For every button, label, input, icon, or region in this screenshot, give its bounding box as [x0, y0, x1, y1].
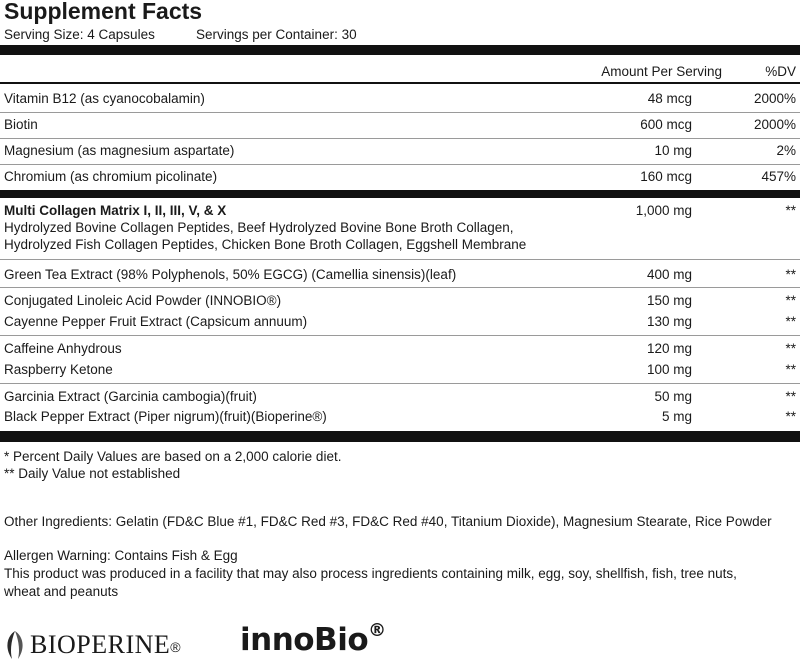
- top-thick-rule: [0, 45, 800, 55]
- ingredient-dv: **: [785, 293, 796, 308]
- nutrient-dv: 2000%: [753, 117, 796, 132]
- header-dv: %DV: [765, 64, 796, 79]
- ingredient-name: Raspberry Ketone: [4, 362, 113, 377]
- ingredient-name: Green Tea Extract (98% Polyphenols, 50% EGCG) (Camellia sinensis)(leaf): [4, 267, 457, 282]
- innobio-wordmark: innoBio: [240, 622, 369, 658]
- row-divider: [0, 287, 800, 288]
- ingredient-dv: **: [785, 389, 796, 404]
- blend-description-line-2: Hydrolyzed Fish Collagen Peptides, Chicken Bone Broth Collagen, Eggshell Membrane: [4, 237, 527, 252]
- ingredient-amount: 400 mg: [646, 267, 692, 282]
- table-row: [0, 361, 800, 379]
- serving-size: Serving Size: 4 Capsules: [4, 27, 155, 42]
- table-row: [0, 388, 800, 406]
- ingredient-amount: 150 mg: [646, 293, 692, 308]
- nutrient-dv: 2%: [776, 143, 796, 158]
- table-row: [0, 168, 800, 186]
- innobio-logo: [240, 622, 386, 658]
- table-row: [0, 116, 800, 134]
- ingredient-amount: 5 mg: [661, 409, 692, 424]
- row-divider: [0, 259, 800, 260]
- header-rule: [0, 82, 800, 84]
- footnote-percent: * Percent Daily Values are based on a 2,000 calorie diet.: [4, 449, 342, 464]
- nutrient-amount: 160 mcg: [640, 169, 692, 184]
- nutrient-amount: 10 mg: [654, 143, 692, 158]
- blend-amount: 1,000 mg: [635, 203, 692, 218]
- header-amount: Amount Per Serving: [601, 64, 722, 79]
- nutrient-dv: 457%: [761, 169, 796, 184]
- table-row: [0, 313, 800, 331]
- table-row: [0, 340, 800, 358]
- table-row: [0, 90, 800, 108]
- ingredient-name: Cayenne Pepper Fruit Extract (Capsicum annuum): [4, 314, 308, 329]
- blend-description-line-1: Hydrolyzed Bovine Collagen Peptides, Beef Hydrolyzed Bovine Bone Broth Collagen,: [4, 220, 514, 235]
- ingredient-dv: **: [785, 267, 796, 282]
- row-divider: [0, 383, 800, 384]
- table-row: [0, 408, 800, 426]
- bottom-thick-rule: [0, 431, 800, 442]
- ingredient-amount: 100 mg: [646, 362, 692, 377]
- nutrient-name: Magnesium (as magnesium aspartate): [4, 143, 235, 158]
- ingredient-name: Black Pepper Extract (Piper nigrum)(fruit)(Bioperine®): [4, 409, 327, 424]
- ingredient-dv: **: [785, 362, 796, 377]
- servings-per-container: Servings per Container: 30: [196, 27, 357, 42]
- row-divider: [0, 138, 800, 139]
- innobio-registered-mark: ®: [368, 620, 386, 641]
- nutrient-name: Vitamin B12 (as cyanocobalamin): [4, 91, 205, 106]
- ingredient-amount: 130 mg: [646, 314, 692, 329]
- ingredient-dv: **: [785, 409, 796, 424]
- bioperine-registered-mark: ®: [170, 639, 181, 655]
- nutrient-amount: 48 mcg: [647, 91, 692, 106]
- table-row: [0, 266, 800, 284]
- blend-name: Multi Collagen Matrix I, II, III, V, & X: [4, 203, 227, 218]
- table-row: [0, 292, 800, 310]
- section-thick-rule: [0, 190, 800, 198]
- blend-dv: **: [785, 203, 796, 218]
- peppercorn-leaf-icon: [2, 629, 28, 661]
- row-divider: [0, 112, 800, 113]
- nutrient-dv: 2000%: [753, 91, 796, 106]
- table-row: [0, 202, 800, 220]
- other-ingredients: Other Ingredients: Gelatin (FD&C Blue #1, FD&C Red #3, FD&C Red #40, Titanium Dioxide), Magnesium Stearate, Rice Powder: [4, 514, 772, 529]
- row-divider: [0, 335, 800, 336]
- footnote-not-established: ** Daily Value not established: [4, 466, 181, 481]
- ingredient-name: Garcinia Extract (Garcinia cambogia)(fruit): [4, 389, 257, 404]
- bioperine-logo: [2, 628, 181, 662]
- nutrient-name: Chromium (as chromium picolinate): [4, 169, 218, 184]
- nutrient-amount: 600 mcg: [640, 117, 692, 132]
- page-title: Supplement Facts: [4, 0, 203, 24]
- ingredient-amount: 120 mg: [646, 341, 692, 356]
- ingredient-dv: **: [785, 314, 796, 329]
- row-divider: [0, 164, 800, 165]
- ingredient-name: Conjugated Linoleic Acid Powder (INNOBIO®): [4, 293, 282, 308]
- facility-statement-line-2: wheat and peanuts: [4, 584, 119, 599]
- allergen-warning: Allergen Warning: Contains Fish & Egg: [4, 548, 238, 563]
- table-row: [0, 142, 800, 160]
- nutrient-name: Biotin: [4, 117, 38, 132]
- bioperine-wordmark: BIOPERINE: [30, 630, 171, 659]
- ingredient-name: Caffeine Anhydrous: [4, 341, 122, 356]
- facility-statement-line-1: This product was produced in a facility that may also process ingredients containing milk, egg, soy, shellfish, fish, tree nuts,: [4, 566, 737, 581]
- ingredient-dv: **: [785, 341, 796, 356]
- ingredient-amount: 50 mg: [654, 389, 692, 404]
